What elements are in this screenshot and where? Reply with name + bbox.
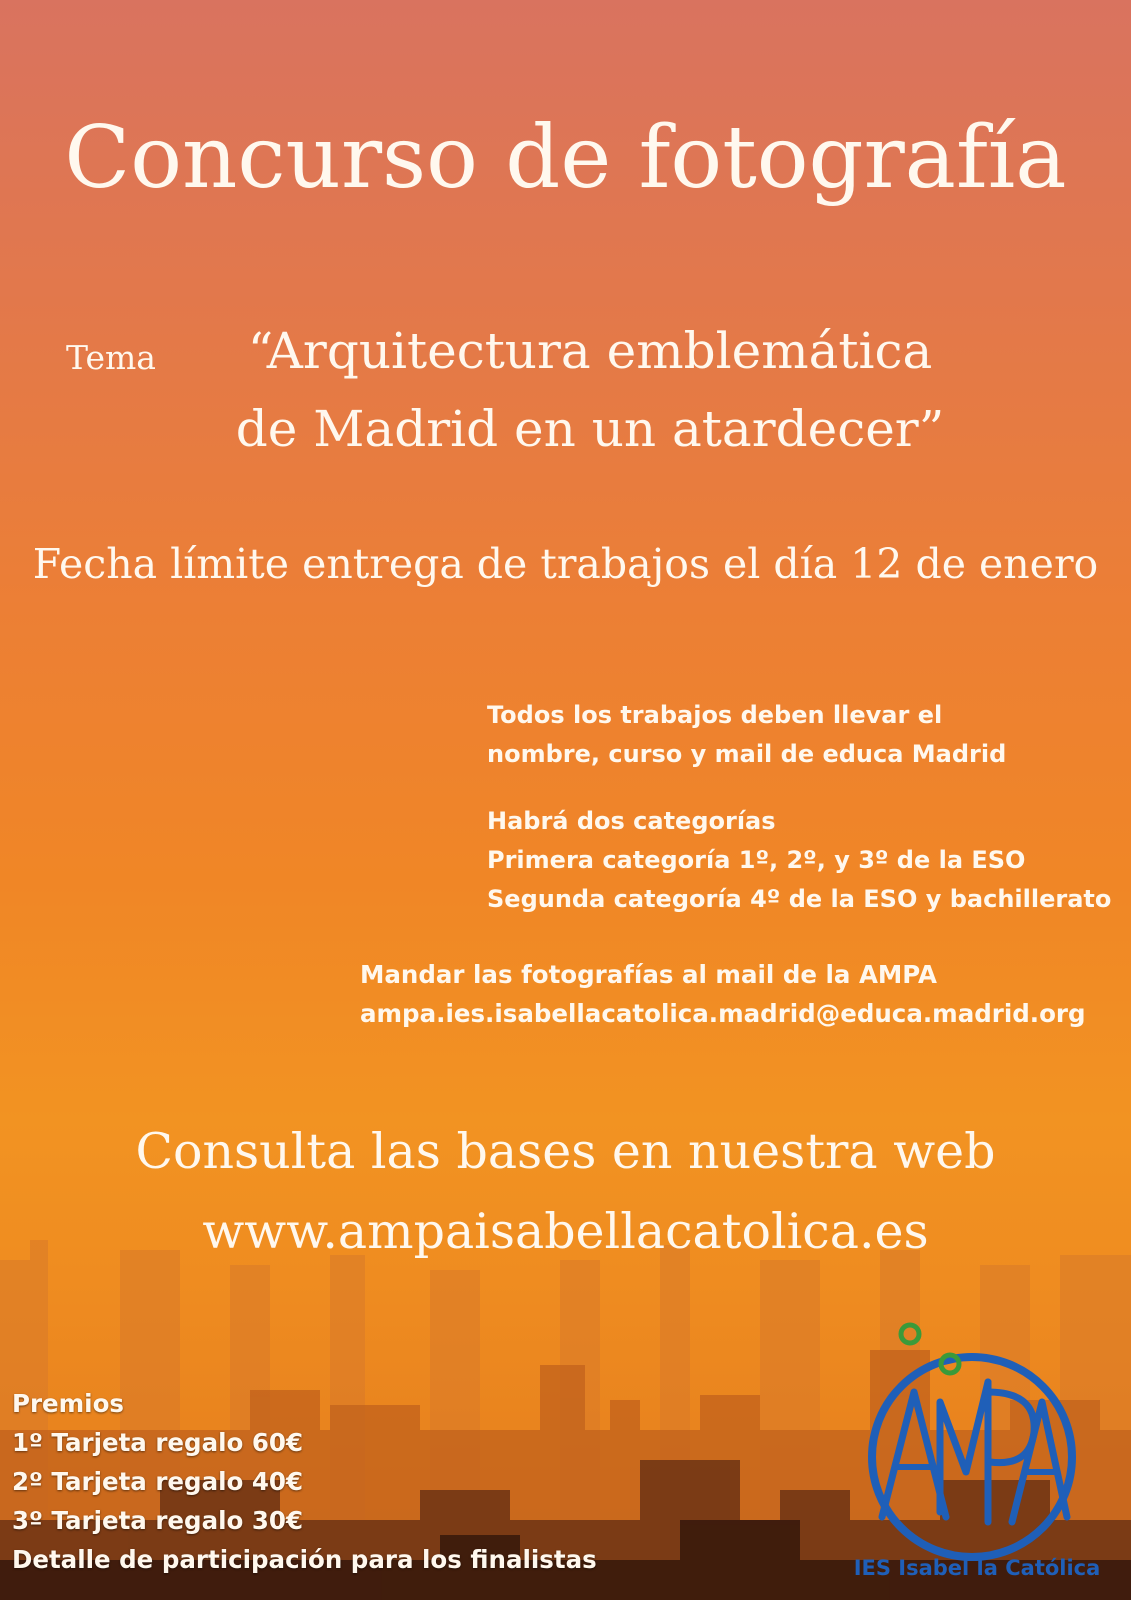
prize-item: 3º Tarjeta regalo 30€ [12, 1506, 304, 1535]
submission-block [360, 955, 1086, 1033]
prizes-heading: Premios [12, 1389, 124, 1418]
prize-item: 2º Tarjeta regalo 40€ [12, 1467, 304, 1496]
deadline-text: Fecha límite entrega de trabajos el día 12 de enero [32, 540, 1099, 588]
category-first: Primera categoría 1º, 2º, y 3º de la ESO [487, 846, 1026, 874]
category-second: Segunda categoría 4º de la ESO y bachillerato [487, 885, 1112, 913]
categories-heading: Habrá dos categorías [487, 807, 776, 835]
requirements-block [487, 696, 1006, 774]
logo-caption: IES Isabel la Católica [853, 1556, 1101, 1580]
consult-text: Consulta las bases en nuestra web [135, 1123, 996, 1180]
submission-email[interactable]: ampa.ies.isabellacatolica.madrid@educa.madrid.org [360, 999, 1086, 1028]
requirements-line: nombre, curso y mail de educa Madrid [487, 740, 1007, 768]
poster-title: Concurso de fotografía [64, 108, 1067, 208]
consult-block [0, 1112, 1131, 1272]
prizes-block [12, 1384, 597, 1579]
website-link[interactable]: www.ampaisabellacatolica.es [202, 1203, 929, 1260]
prize-item: 1º Tarjeta regalo 60€ [12, 1428, 304, 1457]
submission-instruction: Mandar las fotografías al mail de la AMPA [360, 960, 937, 989]
theme-line-1: “Arquitectura emblemática [247, 322, 933, 380]
prizes-note: Detalle de participación para los finalistas [12, 1545, 597, 1574]
requirements-line: Todos los trabajos deben llevar el [487, 701, 943, 729]
categories-block [487, 802, 1111, 919]
theme-label: Tema [66, 338, 156, 377]
theme-text [200, 312, 980, 468]
theme-line-2: de Madrid en un atardecer” [235, 400, 945, 458]
